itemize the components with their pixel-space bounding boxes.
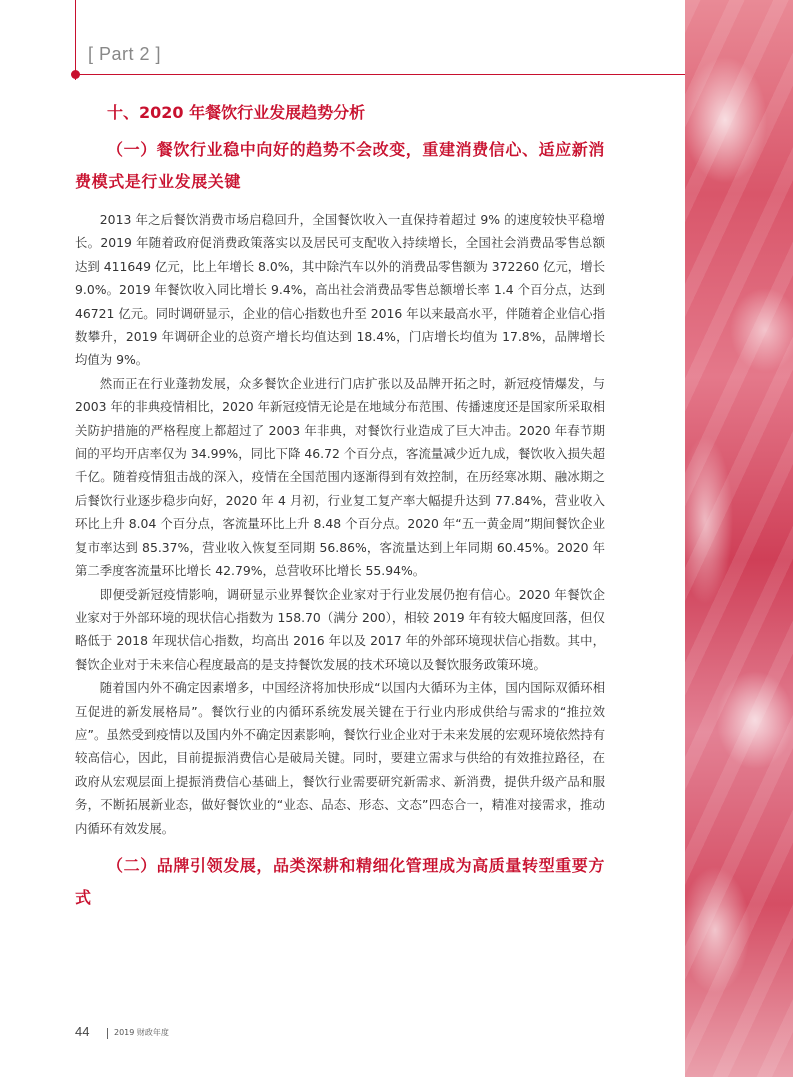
paragraph-1: 2013 年之后餐饮消费市场启稳回升，全国餐饮收入一直保持着超过 9% 的速度较快平稳增长。2019 年随着政府促消费政策落实以及居民可支配收入持续增长，全国社会消费品零售总额达到 411649 亿元，比上年增长 8.0%，其中除汽车以外的消费品零售额为 372260 亿元，增长 9.0%。2019 年餐饮收入同比增长 9.4%，高出社会消费品零售总额增长率 1.4 个百分点，达到 46721 亿元。同时调研显示，企业的信心指数也升至 2016 年以来最高水平，伴随着企业信心指数攀升，2019 年调研企业的总资产增长均值达到 18.4%，门店增长均值为 17.8%，品牌增长均值为 9%。 (75, 212, 605, 368)
article-body (75, 100, 605, 914)
subsection-title-1: （一）餐饮行业稳中向好的趋势不会改变，重建消费信心、适应新消费模式是行业发展关键 (75, 140, 606, 191)
header-rule-dot (71, 70, 80, 79)
section-title: 十、2020 年餐饮行业发展趋势分析 (107, 103, 366, 122)
paragraph-3: 即便受新冠疫情影响，调研显示业界餐饮企业家对于行业发展仍抱有信心。2020 年餐饮企业家对于外部环境的现状信心指数为 158.70（满分 200），相较 2019 年有较大幅度回落，但仅略低于 2018 年现状信心指数，均高出 2016 年以及 2017 年的外部环境现状信心指数。其中，餐饮企业对于未来信心程度最高的是支持餐饮发展的技术环境以及餐饮服务政策环境。 (75, 586, 605, 672)
header-vertical-rule (75, 0, 76, 80)
paragraph-4: 随着国内外不确定因素增多，中国经济将加快形成“以国内大循环为主体，国内国际双循环相互促进的新发展格局”。餐饮行业的内循环系统发展关键在于行业内形成供给与需求的“推拉效应”。虽然受到疫情以及国内外不确定因素影响，餐饮行业企业对于未来发展的宏观环境依然持有较高信心，因此，目前提振消费信心是破局关键。同时，要建立需求与供给的有效推拉路径，在政府从宏观层面上提振消费信心基础上，餐饮行业需要研究新需求、新消费，提供升级产品和服务，不断拓展新业态，做好餐饮业的“业态、品态、形态、文态”四态合一，精准对接需求，推动内循环有效发展。 (75, 680, 605, 836)
paragraph-2: 然而正在行业蓬勃发展，众多餐饮企业进行门店扩张以及品牌开拓之时，新冠疫情爆发，与 2003 年的非典疫情相比，2020 年新冠疫情无论是在地域分布范围、传播速度还是国家所采取相关防护措施的严格程度上都超过了 2003 年非典，对餐饮行业造成了巨大冲击。2020 年春节期间的平均开店率仅为 34.99%，同比下降 46.72 个百分点，客流量减少近九成，餐饮收入损失超千亿。随着疫情狙击战的深入，疫情在全国范围内逐渐得到有效控制，在历经寒冰期、融冰期之后餐饮行业逐步稳步向好，2020 年 4 月初，行业复工复产率大幅提升达到 77.84%，营业收入环比上升 8.04 个百分点，客流量环比上升 8.48 个百分点。2020 年“五一黄金周”期间餐饮企业复市率达到 85.37%，营业收入恢复至同期 56.86%，客流量达到上年同期 60.45%。2020 年第二季度客流量环比增长 42.79%，总营收环比增长 55.94%。 (75, 375, 605, 579)
header-horizontal-rule (75, 74, 685, 75)
footer-separator (107, 1028, 108, 1039)
page-number: 44 (75, 1024, 90, 1039)
footer-publication: 2019 财政年度 (114, 1028, 169, 1037)
side-decorative-photo (685, 0, 793, 1077)
part-label: [ Part 2 ] (88, 44, 162, 64)
subsection-title-2: （二）品牌引领发展，品类深耕和精细化管理成为高质量转型重要方式 (75, 855, 606, 907)
